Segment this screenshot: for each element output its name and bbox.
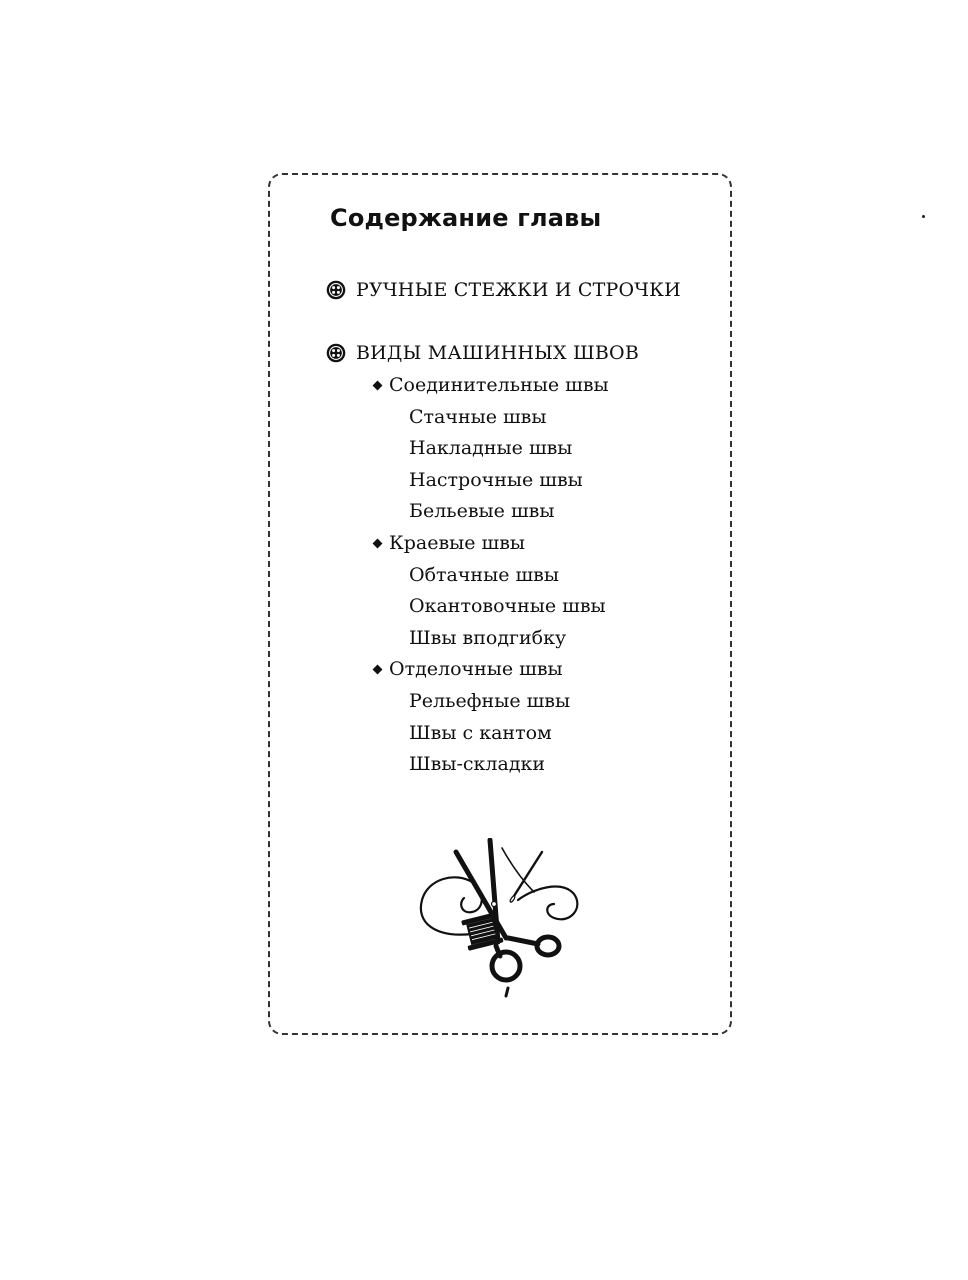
- button-icon: [326, 280, 346, 300]
- contents-group-decorative-seams: [374, 658, 563, 680]
- contents-item: Обтачные швы: [409, 564, 559, 586]
- scissors-needle-spool-icon: [414, 838, 582, 998]
- contents-item: Швы вподгибку: [409, 627, 567, 649]
- diamond-bullet-icon: [373, 664, 383, 674]
- contents-item: Окантовочные швы: [409, 595, 606, 617]
- contents-item: Стачные швы: [409, 406, 547, 428]
- page-speck: [922, 215, 925, 218]
- section-label: ВИДЫ МАШИННЫХ ШВОВ: [356, 342, 639, 364]
- contents-item: Швы-складки: [409, 753, 546, 775]
- diamond-bullet-icon: [373, 538, 383, 548]
- contents-section-hand-stitches: [326, 279, 681, 301]
- group-label: Соединительные швы: [389, 374, 609, 396]
- contents-title: Содержание главы: [330, 204, 602, 232]
- contents-item: Бельевые швы: [409, 500, 555, 522]
- contents-item: Настрочные швы: [409, 469, 583, 491]
- button-icon: [326, 343, 346, 363]
- diamond-bullet-icon: [373, 380, 383, 390]
- contents-item: Накладные швы: [409, 437, 573, 459]
- contents-item: Рельефные швы: [409, 690, 571, 712]
- contents-group-joining-seams: [374, 374, 609, 396]
- contents-section-machine-seams: [326, 342, 639, 364]
- section-label: РУЧНЫЕ СТЕЖКИ И СТРОЧКИ: [356, 279, 681, 301]
- contents-item: Швы с кантом: [409, 722, 552, 744]
- group-label: Отделочные швы: [389, 658, 563, 680]
- group-label: Краевые швы: [389, 532, 526, 554]
- contents-group-edge-seams: [374, 532, 525, 554]
